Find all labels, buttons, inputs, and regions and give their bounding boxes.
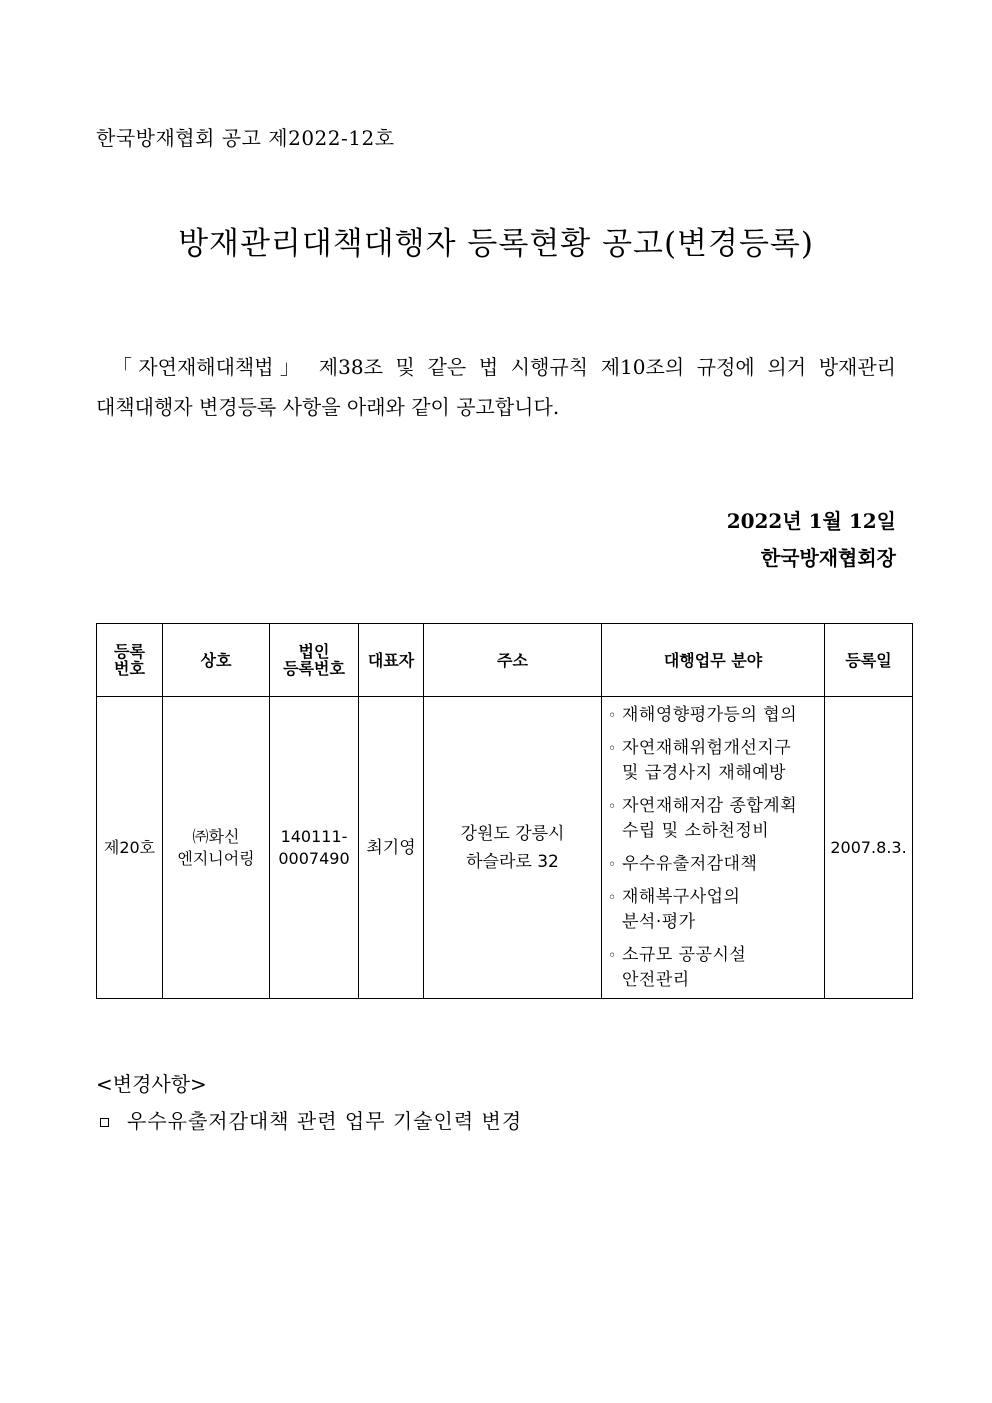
header-reg-no: 등록 번호 <box>97 624 163 697</box>
notice-number: 한국방재협회 공고 제2022-12호 <box>96 126 395 150</box>
list-item: ◦ 자연재해위험개선지구 및 급경사지 재해예방 <box>608 736 820 786</box>
body-paragraph <box>96 347 896 427</box>
changes-heading: <변경사항> <box>96 1072 207 1096</box>
table-row <box>97 697 913 999</box>
cell-company: ㈜화신 엔지니어링 <box>163 697 270 999</box>
change-item-text: 우수유출저감대책 관련 업무 기술인력 변경 <box>127 1109 523 1133</box>
body-line-1: 「자연재해대책법」 제38조 및 같은 법 시행규칙 제10조의 규정에 의거 방재관리 <box>112 355 896 379</box>
header-corp-no: 법인 등록번호 <box>270 624 359 697</box>
body-line-2: 대책대행자 변경등록 사항을 아래와 같이 공고합니다. <box>96 395 560 419</box>
list-item: ◦ 소규모 공공시설 안전관리 <box>608 943 820 993</box>
header-fields: 대행업무 분야 <box>602 624 825 697</box>
square-bullet-icon <box>100 1118 109 1127</box>
header-reg-date: 등록일 <box>825 624 913 697</box>
document-title: 방재관리대책대행자 등록현황 공고(변경등록) <box>178 226 814 262</box>
cell-representative: 최기영 <box>359 697 424 999</box>
cell-reg-no: 제20호 <box>97 697 163 999</box>
change-item <box>100 1105 522 1134</box>
cell-address: 강원도 강릉시 하슬라로 32 <box>424 697 602 999</box>
cell-fields <box>602 697 825 999</box>
cell-reg-date: 2007.8.3. <box>825 697 913 999</box>
list-item: ◦ 자연재해저감 종합계획 수립 및 소하천정비 <box>608 794 820 844</box>
signer: 한국방재협회장 <box>760 546 896 570</box>
header-representative: 대표자 <box>359 624 424 697</box>
header-address: 주소 <box>424 624 602 697</box>
cell-corp-no: 140111- 0007490 <box>270 697 359 999</box>
list-item: ◦ 우수유출저감대책 <box>608 852 820 877</box>
header-company: 상호 <box>163 624 270 697</box>
list-item: ◦ 재해복구사업의 분석·평가 <box>608 885 820 935</box>
table-header-row <box>97 624 913 697</box>
list-item: ◦ 재해영향평가등의 협의 <box>608 703 820 728</box>
notice-date: 2022년 1월 12일 <box>726 509 896 533</box>
registration-table <box>96 623 913 999</box>
